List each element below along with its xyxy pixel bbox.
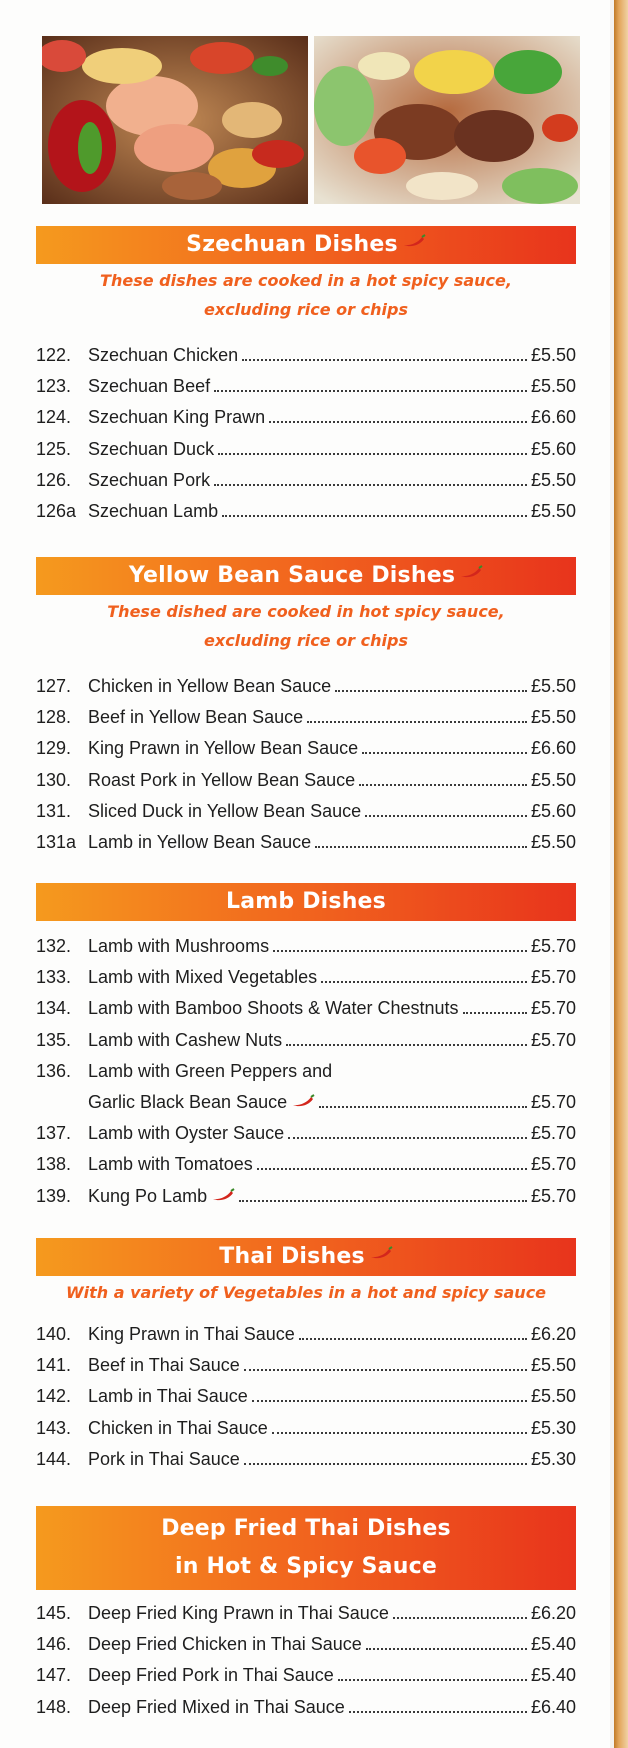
dot-leader [335,690,527,692]
item-price: £5.40 [530,1634,576,1655]
item-price: £6.60 [530,738,576,759]
section-title: Thai Dishes [219,1244,365,1269]
dot-leader [366,1648,527,1650]
dot-leader [244,1369,527,1371]
item-price: £5.70 [530,1154,576,1175]
item-name: Beef in Yellow Bean Sauce [88,707,304,728]
item-name: Sliced Duck in Yellow Bean Sauce [88,800,362,821]
item-name: Roast Pork in Yellow Bean Sauce [88,769,356,790]
item-name: Szechuan Pork [88,469,211,490]
dot-leader [242,359,527,361]
item-number: 142. [36,1386,72,1407]
item-price: £5.70 [530,1123,576,1144]
item-price: £5.50 [530,769,576,790]
dot-leader [244,1463,527,1465]
dot-leader [214,484,527,486]
item-name: Deep Fried Mixed in Thai Sauce [88,1696,345,1717]
dot-leader [272,1432,527,1434]
item-number: 122. [36,345,72,365]
item-price: £6.20 [530,1324,576,1344]
item-name: Lamb with Bamboo Shoots & Water Chestnuts [88,998,459,1019]
item-number: 139. [36,1185,72,1206]
dot-leader [239,1200,527,1202]
dot-leader [463,1012,527,1014]
dot-leader [257,1168,527,1170]
section-title: Deep Fried Thai Dishes [161,1516,451,1541]
item-number: 145. [36,1603,72,1623]
menu-item [36,796,576,827]
section-description [36,597,576,655]
menu-item [36,931,576,962]
dot-leader [362,752,527,754]
section-title-banner [36,557,576,595]
item-name: Lamb with Green Peppers and [88,1060,333,1081]
item-number: 124. [36,407,72,428]
section-title-banner [36,1238,576,1276]
menu-item [36,1692,576,1723]
item-name: Lamb with Oyster Sauce [88,1123,285,1144]
item-name: Chicken in Thai Sauce [88,1417,268,1438]
dot-leader [349,1711,527,1713]
menu-item [36,962,576,993]
item-number: 134. [36,998,72,1019]
item-price: £5.50 [530,676,576,696]
menu-item [36,1381,576,1412]
dot-leader [307,721,527,723]
dot-leader [222,515,527,517]
item-name: Szechuan King Prawn [88,407,266,428]
item-price: £5.70 [530,936,576,956]
menu-item [36,1025,576,1056]
item-price: £5.30 [530,1448,576,1469]
dot-leader [338,1679,527,1681]
dot-leader [315,846,527,848]
item-number: 141. [36,1355,72,1376]
item-price: £5.50 [530,1355,576,1376]
menu-item [36,496,576,527]
menu-item [36,1413,576,1444]
dot-leader [252,1400,527,1402]
item-number: 136. [36,1060,72,1081]
menu-item [36,671,576,702]
item-name: Lamb in Thai Sauce [88,1386,248,1407]
menu-item [36,402,576,433]
photo-prawn-cashew-dish [42,36,308,204]
section-yellow-bean [36,557,576,858]
menu-item [36,1350,576,1381]
dot-leader [214,390,527,392]
menu-item [36,765,576,796]
dot-leader [218,453,527,455]
item-price: £5.70 [530,1029,576,1050]
item-number: 147. [36,1665,72,1686]
section-description [36,1278,576,1307]
menu-item [36,434,576,465]
dot-leader [365,815,527,817]
chili-pepper-icon [402,223,426,261]
menu-item-list [36,671,576,858]
menu-item-list [36,1598,576,1723]
item-price: £5.50 [530,707,576,728]
item-name: Szechuan Chicken [88,345,239,365]
dot-leader [286,1044,527,1046]
item-price: £6.60 [530,407,576,428]
item-number: 133. [36,967,72,988]
dot-leader [319,1106,527,1108]
menu-item [36,465,576,496]
item-name: King Prawn in Thai Sauce [88,1324,295,1344]
menu-item [36,1444,576,1475]
section-szechuan [36,226,576,527]
menu-item [36,1118,576,1149]
item-number: 129. [36,738,72,759]
item-number: 123. [36,376,72,397]
item-price: £5.50 [530,469,576,490]
item-number: 132. [36,936,72,956]
item-number: 138. [36,1154,72,1175]
item-number: 127. [36,676,72,696]
item-name: Deep Fried Pork in Thai Sauce [88,1665,334,1686]
item-name: Lamb in Yellow Bean Sauce [88,831,312,852]
section-title: Lamb Dishes [226,889,386,914]
menu-item [36,1149,576,1180]
section-deep-fried-thai [36,1506,576,1723]
item-name: Kung Po Lamb [88,1185,208,1206]
item-name: King Prawn in Yellow Bean Sauce [88,738,359,759]
item-name: Szechuan Lamb [88,500,219,521]
section-lamb [36,883,576,1212]
item-price: £5.50 [530,1386,576,1407]
menu-item [36,827,576,858]
section-title-banner [36,883,576,921]
item-number: 126a [36,500,77,521]
dot-leader [269,421,527,423]
menu-item-list [36,931,576,1212]
item-name: Deep Fried King Prawn in Thai Sauce [88,1603,389,1623]
section-title: Szechuan Dishes [186,232,398,257]
menu-item [36,1660,576,1691]
item-price: £5.40 [530,1665,576,1686]
item-number: 137. [36,1123,72,1144]
dot-leader [288,1137,527,1139]
item-number: 146. [36,1634,72,1655]
item-number: 144. [36,1448,72,1469]
item-name: Szechuan Duck [88,438,215,459]
menu-item [36,733,576,764]
dot-leader [321,981,527,983]
description-line: These dished are cooked in hot spicy sauce, [107,602,505,621]
item-price: £5.50 [530,831,576,852]
menu-item [36,1181,576,1212]
menu-item [36,340,576,371]
menu-item-list [36,340,576,527]
chili-pepper-icon [211,1181,235,1212]
menu-item [36,993,576,1024]
menu-item [36,1319,576,1350]
menu-item [36,1598,576,1629]
item-price: £5.50 [530,500,576,521]
section-title: Yellow Bean Sauce Dishes [128,563,456,588]
section-title-line-2: in Hot & Spicy Sauce [175,1554,437,1579]
description-line: With a variety of Vegetables in a hot and spicy sauce [65,1283,547,1302]
description-line: excluding rice or chips [204,300,408,319]
description-line: excluding rice or chips [204,631,408,650]
section-title-banner [36,1506,576,1590]
dot-leader [299,1338,527,1340]
photo-sweet-sour-dish [314,36,580,204]
item-price: £5.60 [530,800,576,821]
page-edge [614,0,628,1748]
dot-leader [359,784,527,786]
item-number: 130. [36,769,72,790]
item-name: Pork in Thai Sauce [88,1448,240,1469]
item-number: 126. [36,469,72,490]
item-number: 131. [36,800,72,821]
item-number: 125. [36,438,72,459]
chili-pepper-icon [291,1087,315,1118]
item-price: £5.50 [530,345,576,365]
item-price: £5.70 [530,1092,576,1113]
item-number: 135. [36,1029,72,1050]
chili-pepper-icon [369,1235,393,1273]
item-name: Lamb with Cashew Nuts [88,1029,283,1050]
item-price: £5.70 [530,1185,576,1206]
section-description [36,266,576,324]
menu-item [36,1056,576,1118]
item-number: 131a [36,831,77,852]
item-name: Szechuan Beef [88,376,211,397]
menu-item [36,702,576,733]
item-number: 140. [36,1324,72,1344]
item-number: 143. [36,1417,72,1438]
menu-item [36,371,576,402]
item-price: £5.70 [530,967,576,988]
menu-item-list [36,1319,576,1475]
menu-item [36,1629,576,1660]
food-photos [42,36,580,204]
section-thai [36,1238,576,1475]
item-name: Lamb with Mushrooms [88,936,270,956]
chili-pepper-icon [459,554,483,592]
description-line: These dishes are cooked in a hot spicy sauce, [100,271,512,290]
item-price: £5.60 [530,438,576,459]
item-name-continued: Garlic Black Bean Sauce [88,1091,288,1112]
item-number: 128. [36,707,72,728]
item-price: £5.50 [530,376,576,397]
item-name: Lamb with Mixed Vegetables [88,967,318,988]
item-name: Deep Fried Chicken in Thai Sauce [88,1634,362,1655]
item-price: £6.40 [530,1696,576,1717]
item-name: Beef in Thai Sauce [88,1355,240,1376]
item-price: £5.70 [530,998,576,1019]
item-number: 148. [36,1696,72,1717]
item-price: £5.30 [530,1417,576,1438]
section-title-banner [36,226,576,264]
dot-leader [273,950,527,952]
item-name: Chicken in Yellow Bean Sauce [88,676,332,696]
dot-leader [393,1617,527,1619]
item-price: £6.20 [530,1603,576,1623]
item-name: Lamb with Tomatoes [88,1154,253,1175]
